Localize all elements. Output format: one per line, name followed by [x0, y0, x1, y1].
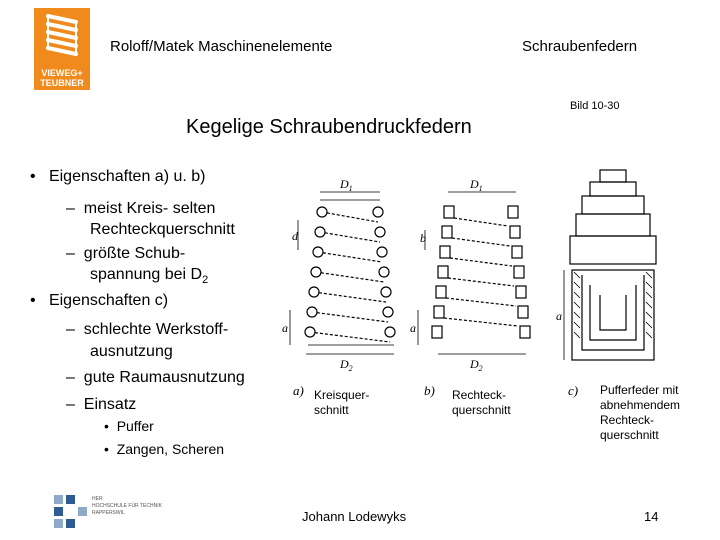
bullet-1-sub-2-line2: [90, 264, 208, 291]
header-book-title: Roloff/Matek Maschinenelemente: [110, 38, 333, 55]
label-c: c): [568, 383, 579, 398]
label-b: b): [424, 383, 435, 398]
bullet-1-sub-2-text: spannung bei D: [90, 266, 203, 283]
dim-a-2: a: [410, 321, 416, 335]
bullet-2-sub-1-line1: schlechte Werkstoff-: [83, 321, 229, 338]
logo-line2: TEUBNER: [40, 78, 84, 88]
caption-b-line2: querschnitt: [452, 403, 511, 417]
figure-reference: Bild 10-30: [570, 100, 620, 112]
label-a: a): [293, 383, 304, 398]
bullet-2-sub-3-a: • Puffer: [104, 418, 154, 434]
bullet-1-sub-2: – größte Schub-: [66, 245, 186, 262]
dim-d: d: [292, 229, 298, 243]
spring-figure: [270, 160, 660, 385]
dim-b: b: [420, 231, 426, 245]
bullet-1-sub-2-line1: größte Schub-: [83, 245, 186, 262]
bullet-1-text: Eigenschaften a) u. b): [48, 168, 206, 185]
bullet-2-sub-1-line2: ausnutzung: [90, 343, 173, 360]
caption-c-line3: Rechteck-: [600, 413, 655, 427]
school-logo-icon: [52, 493, 92, 529]
bullet-2-sub-2-text: gute Raumausnutzung: [83, 369, 245, 386]
dim-a-3: a: [556, 309, 562, 323]
bullet-2-text: Eigenschaften c): [48, 292, 169, 309]
caption-b: [452, 388, 511, 418]
bullet-zangen: Zangen, Scheren: [116, 441, 225, 457]
bullet-1-sub-1: – meist Kreis- selten: [66, 200, 216, 217]
spring-logo-icon: [34, 8, 90, 66]
spring-b-drawing: [418, 192, 530, 354]
dim-D2-a: $D_2$: [340, 357, 353, 373]
school-name: [92, 496, 162, 517]
bullet-1-sub-1-line2: Rechteckquerschnitt: [90, 221, 235, 238]
bullet-puffer: Puffer: [116, 418, 154, 434]
bullet-1-sub-1-line1: meist Kreis- selten: [83, 200, 216, 217]
caption-a-line1: Kreisquer-: [314, 388, 370, 402]
school-line3: RAPPERSWIL: [92, 510, 125, 516]
caption-c-line1: Pufferfeder mit: [600, 383, 679, 397]
caption-c-line2: abnehmendem: [600, 398, 681, 412]
caption-a-line2: schnitt: [314, 403, 349, 417]
logo-line1: VIEWEG+: [41, 68, 83, 78]
caption-c-line4: querschnitt: [600, 428, 659, 442]
slide-title: Kegelige Schraubendruckfedern: [186, 116, 472, 138]
publisher-logo: [34, 8, 90, 90]
bullet-1: • Eigenschaften a) u. b): [30, 168, 206, 185]
dim-a-1: a: [282, 321, 288, 335]
header-topic: Schraubenfedern: [522, 38, 638, 55]
dim-D1-a: $D_1$: [340, 177, 353, 193]
bullet-2: • Eigenschaften c): [30, 292, 169, 309]
spring-c-drawing: [564, 170, 656, 360]
caption-a: [314, 388, 369, 418]
bullet-2-sub-3-b: • Zangen, Scheren: [104, 441, 225, 457]
school-line1: HER: [92, 496, 103, 502]
spring-a-drawing: [290, 192, 395, 354]
bullet-2-sub-3: – Einsatz: [66, 396, 137, 413]
dim-D2-b: $D_2$: [470, 357, 483, 373]
caption-b-line1: Rechteck-: [452, 388, 507, 402]
school-line2: HOCHSCHULE FÜR TECHNIK: [92, 503, 162, 509]
subscript-2: 2: [202, 274, 209, 287]
bullet-2-sub-2: – gute Raumausnutzung: [66, 369, 245, 386]
bullet-2-sub-3-text: Einsatz: [83, 396, 137, 413]
caption-c: [600, 383, 680, 443]
footer-author: Johann Lodewyks: [302, 509, 407, 524]
page-number: 14: [644, 509, 659, 524]
bullet-2-sub-1: – schlechte Werkstoff-: [66, 321, 229, 338]
dim-D1-b: $D_1$: [470, 177, 483, 193]
